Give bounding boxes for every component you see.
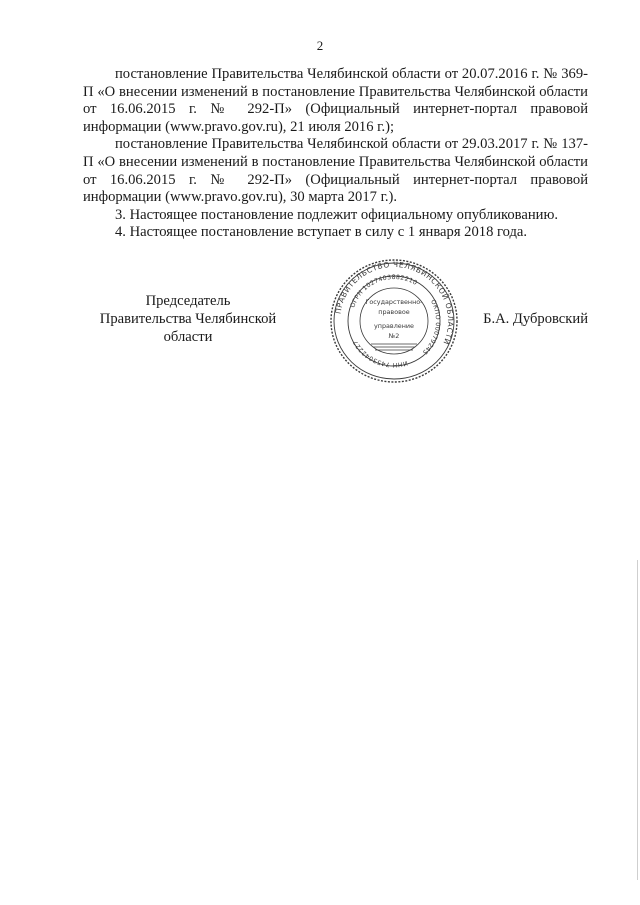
paragraph-decree-369: постановление Правительства Челябинской области от 20.07.2016 г. № 369-П «О внесении изменений в постановление Правительства Челябинской области от 16.06.2015 г. № 292-П» (Официальный интернет-портал правовой информации (www.pravo.gov.ru), 21 июля 2016 г.); <box>83 66 588 135</box>
scan-edge-line <box>637 560 638 880</box>
signatory-name: Б.А. Дубровский <box>483 311 588 327</box>
seal-outer-text: ПРАВИТЕЛЬСТВО ЧЕЛЯБИНСКОЙ ОБЛАСТИ <box>333 259 456 347</box>
signatory-position <box>83 292 293 346</box>
paragraph-decree-137: постановление Правительства Челябинской области от 29.03.2017 г. № 137-П «О внесении изменений в постановление Правительства Челябинской области от 16.06.2015 г. № 292-П» (Официальный интернет-портал правовой информации (www.pravo.gov.ru), 30 марта 2017 г.). <box>83 136 588 206</box>
svg-text:ОКПО 00079245 <box>421 299 441 356</box>
signatory-title: Председатель <box>145 293 231 309</box>
seal-inner-line-2: правовое <box>378 308 410 316</box>
official-seal <box>327 256 461 386</box>
paragraph-effective-date: 4. Настоящее постановление вступает в силу с 1 января 2018 года. <box>115 224 528 241</box>
seal-inner-line-4: №2 <box>388 332 400 340</box>
paragraph-publication: 3. Настоящее постановление подлежит официальному опубликованию. <box>115 206 559 223</box>
seal-inner-line-1: Государственно- <box>365 298 423 306</box>
seal-icon <box>327 256 461 386</box>
seal-okpo: ОКПО 00079245 <box>420 298 442 356</box>
signatory-organization: Правительства Челябинской области <box>99 311 277 345</box>
seal-inner-line-3: управление <box>374 322 414 330</box>
seal-inn: ИНН 7453042227 <box>352 338 409 369</box>
page-number: 2 <box>316 38 324 53</box>
seal-ogrn: ОГРН 1027403882210 <box>349 273 419 309</box>
document-body <box>83 66 588 242</box>
